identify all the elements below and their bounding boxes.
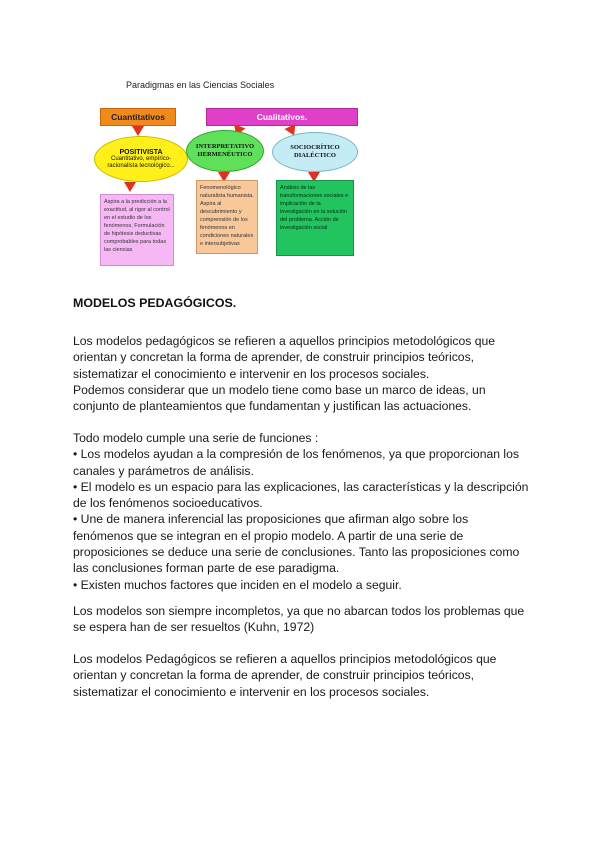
sociocritico-description: Análisis de las transformaciones sociales e implicación de la investigación en la solución del problema. Acción de investigación social [276,180,354,256]
diagram-title: Paradigmas en las Ciencias Sociales [126,80,275,90]
text-line: fenómenos que se integran en el propio modelo. A partir de una serie de [73,528,464,543]
positivista-title: POSITIVISTA [119,148,163,156]
text-line: conjunto de planteamientos que fundamentan y justifican las actuaciones. [73,399,472,414]
arrow-icon [124,182,136,192]
text-line: proposiciones se deduce una serie de conclusiones. Tanto las proposiciones como [73,545,520,560]
paragraph-3 [73,603,533,636]
text-line: orientan y concretan la forma de aprender, de construir principios teóricos, [73,668,475,683]
interpretativo-ellipse [186,130,264,172]
paragraph-2 [73,430,533,593]
text-line: sistematizar el conocimiento e intervenir en los procesos sociales. [73,366,430,381]
text-line: Los modelos pedagógicos se refieren a aquellos principios metodológicos que [73,334,496,348]
text-line: orientan y concretan la forma de aprender, de construir principios teóricos, [73,350,475,365]
positivista-ellipse [94,136,188,182]
text-line: sistematizar el conocimiento e intervenir en los procesos sociales. [73,684,430,699]
sociocritico-title: SOCIOCRÍTICO DIALÉCTICO [290,144,340,159]
paradigm-diagram [86,70,362,280]
paragraph-4 [73,651,533,700]
list-item: • Los modelos ayudan a la compresión de los fenómenos, ya que proporcionan los [73,447,519,462]
text-line: Podemos considerar que un modelo tiene como base un marco de ideas, un [73,382,486,397]
list-item: • Une de manera inferencial las proposiciones que afirman algo sobre los [73,512,469,527]
arrow-icon [132,126,144,136]
list-item: • El modelo es un espacio para las explicaciones, las características y la descripción [73,479,529,494]
positivista-subtitle: Cuantitativo, empírico-racionalista tecnológico... [107,155,175,169]
text-line: Los modelos son siempre incompletos, ya que no abarcan todos los problemas que [73,604,525,618]
text-line: Todo modelo cumple una serie de funciones : [73,431,319,445]
text-line: las conclusiones forman parte de ese paradigma. [73,561,340,576]
paragraph-1 [73,333,533,414]
text-line: de los fenómenos socioeducativos. [73,496,263,511]
list-item: • Existen muchos factores que inciden en el modelo a seguir. [73,577,402,592]
section-heading: MODELOS PEDAGÓGICOS. [73,296,237,310]
positivista-description: Aspira a la predicción a la exactitud, al rigor al control en el estudio de los fenómenos. Formulación de hipótesis deductivas comprobables para todas las ciencias [100,194,174,266]
interpretativo-description: Fenomenológico naturalista humanista. Aspira al descubrimiento y comprensión de los fenómenos en condiciones naturales e intersubjetivas [196,180,258,254]
quantitative-header: Cuantitativos [100,108,176,126]
text-line: canales y parámetros de análisis. [73,463,254,478]
qualitative-header: Cualitativos. [206,108,358,126]
text-line: Los modelos Pedagógicos se refieren a aquellos principios metodológicos que [73,652,497,666]
interpretativo-title: INTERPRETATIVO HERMENÉUTICO [195,143,255,158]
sociocritico-ellipse [272,132,358,172]
text-line: se espera han de ser resueltos (Kuhn, 1972) [73,620,315,635]
